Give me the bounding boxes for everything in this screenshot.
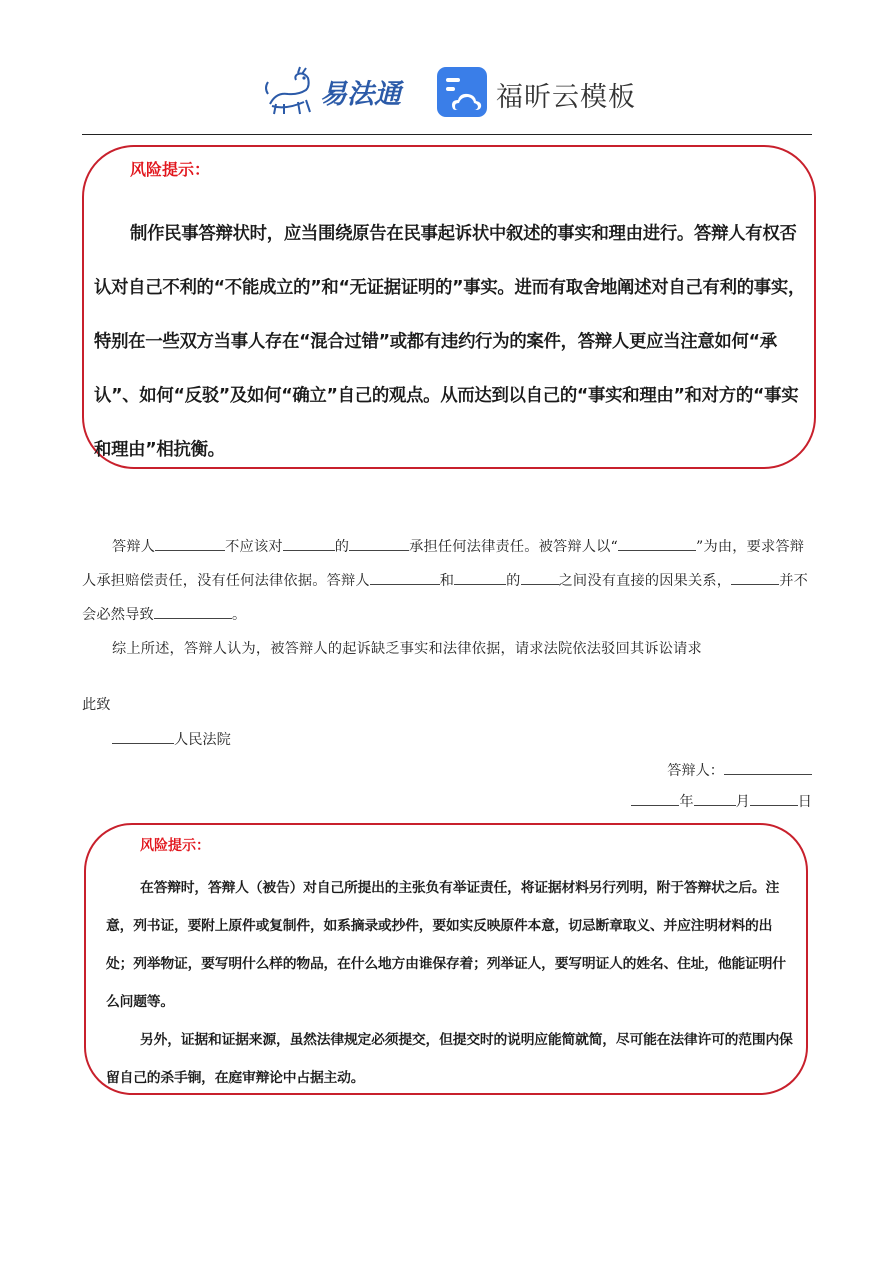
header-divider (82, 134, 812, 135)
court-line (112, 725, 231, 749)
text-fragment: 不应该对 (225, 539, 283, 555)
fuxin-cloud-icon (436, 66, 488, 118)
blank-field[interactable] (349, 532, 409, 551)
blank-field[interactable] (454, 566, 506, 585)
blank-field[interactable] (154, 600, 232, 619)
risk-notice-text-2: 另外，证据和证据来源，虽然法律规定必须提交，但提交时的说明应能简就简，尽可能在法律许可的范围内保留自己的杀手锏，在庭审辩论中占据主动。 (106, 1032, 793, 1086)
blank-field[interactable] (694, 787, 736, 806)
day-label: 日 (797, 794, 812, 810)
text-fragment: 。 (231, 607, 247, 623)
court-label: 人民法院 (174, 732, 231, 748)
text-fragment: 答辩人 (112, 539, 156, 555)
text-fragment: ”为由，要求答辩人承担赔偿责任，没有任何法律依据。答辩人 (82, 539, 805, 589)
risk-notice-title: 风险提示： (140, 838, 210, 854)
blank-field[interactable] (724, 756, 812, 775)
risk-notice-title: 风险提示： (130, 160, 211, 179)
defense-body (82, 530, 812, 666)
signature-line (667, 756, 812, 780)
text-fragment: 的 (334, 539, 350, 555)
text-fragment: 的 (506, 573, 521, 589)
text-fragment: 并不会必然导致 (82, 573, 808, 623)
text-fragment: 和 (439, 573, 455, 589)
risk-notice-box (82, 145, 816, 469)
conclusion-paragraph: 综上所述，答辩人认为，被答辩人的起诉缺乏事实和法律依据，请求法院依法驳回其诉讼请求 (112, 641, 702, 657)
page-header (0, 58, 893, 124)
blank-field[interactable] (731, 566, 779, 585)
blank-field[interactable] (155, 532, 225, 551)
blank-field[interactable] (283, 532, 335, 551)
salutation: 此致 (82, 697, 111, 713)
blank-field[interactable] (112, 725, 174, 744)
blank-field[interactable] (750, 787, 798, 806)
fuxin-logo (436, 66, 636, 122)
date-line (631, 787, 812, 811)
blank-field[interactable] (631, 787, 679, 806)
yifatong-logo-text: 易法通 (320, 79, 401, 110)
risk-notice-text: 在答辩时，答辩人（被告）对自己所提出的主张负有举证责任，将证据材料另行列明，附于答辩状之后。注意，列书证，要附上原件或复制件，如系摘录或抄件，要如实反映原件本意，切忌断章取义、并应注明材料的出处；列举物证，要写明什么样的物品，在什么地方由谁保存着；列举证人，要写明证人的姓名、住址，他能证明什么问题等。 (106, 880, 786, 1010)
blank-field[interactable] (521, 566, 559, 585)
yifatong-logo (262, 64, 412, 120)
risk-notice-box-2 (84, 823, 808, 1095)
defense-paragraph (82, 530, 812, 632)
qilin-icon (262, 64, 318, 120)
year-label: 年 (679, 794, 694, 810)
signature-label: 答辩人： (667, 763, 724, 779)
risk-notice-text: 制作民事答辩状时，应当围绕原告在民事起诉状中叙述的事实和理由进行。答辩人有权否认对自己不利的“不能成立的”和“无证据证明的”事实。进而有取舍地阐述对自己有利的事实，特别在一些双方当事人存在“混合过错”或都有违约行为的案件，答辩人更应当注意如何“承认”、如何“反驳”及如何“确立”自己的观点。从而达到以自己的“事实和理由”和对方的“事实和理由”相抗衡。 (94, 224, 806, 460)
fuxin-logo-text: 福昕云模板 (496, 82, 636, 113)
month-label: 月 (735, 794, 750, 810)
blank-field[interactable] (618, 532, 696, 551)
blank-field[interactable] (370, 566, 440, 585)
text-fragment: 承担任何法律责任。被答辩人以“ (409, 539, 619, 555)
text-fragment: 之间没有直接的因果关系， (558, 573, 732, 589)
